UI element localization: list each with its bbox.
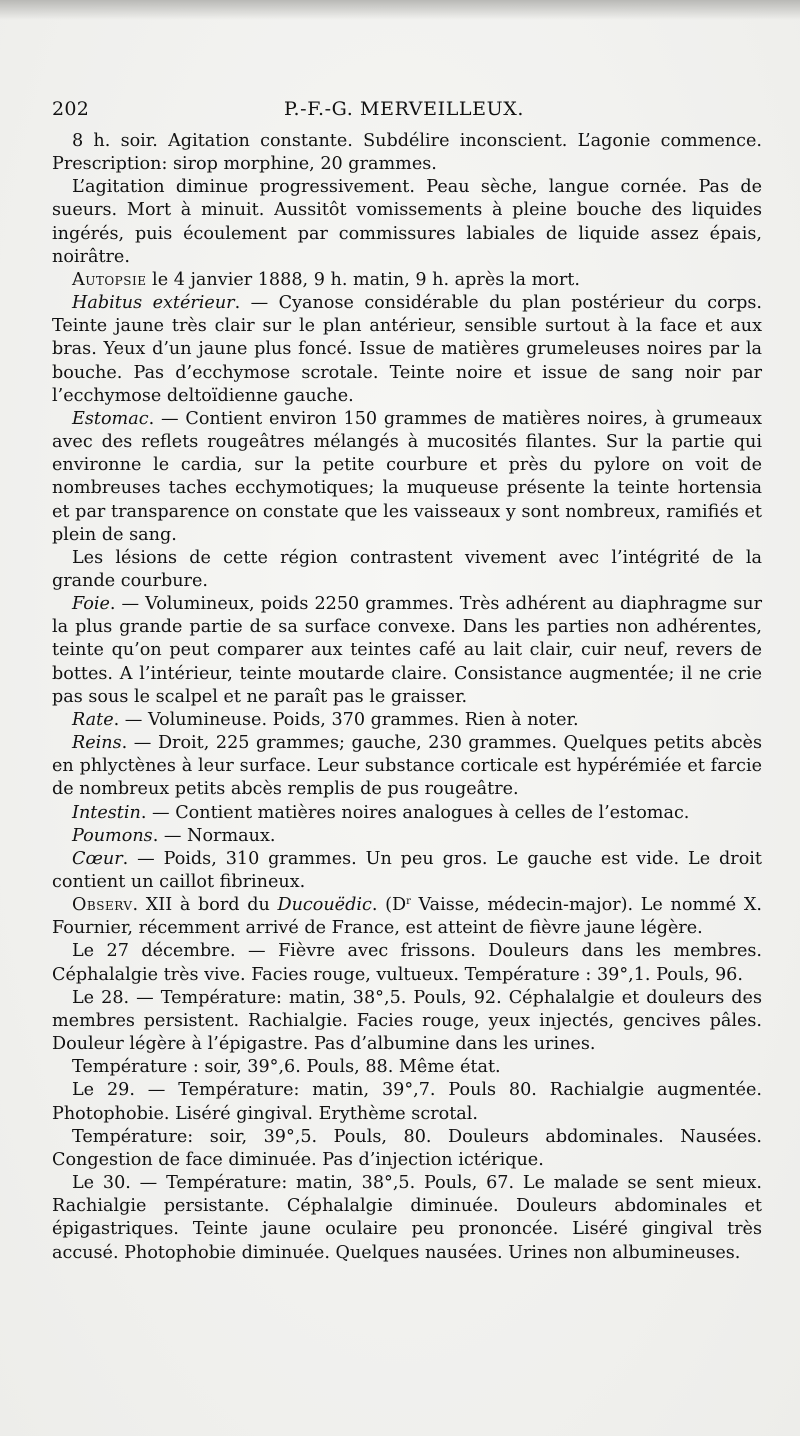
text-run: Température : soir, 39°,6. Pouls, 88. Même état.	[72, 1057, 501, 1078]
paragraph	[52, 987, 762, 1056]
text-run: . — Volumineuse. Poids, 370 grammes. Rien à noter.	[113, 709, 579, 730]
page-body	[52, 130, 762, 1265]
paragraph	[52, 940, 762, 986]
text-run: Les lésions de cette région contrastent vivement avec l’intégrité de la grande courbure.	[52, 547, 762, 591]
scan-shadow	[0, 0, 800, 20]
paragraph	[52, 825, 762, 848]
small-caps-label: Autopsie	[72, 269, 147, 290]
small-caps-label: Observ	[72, 895, 133, 916]
text-run: 8 h. soir. Agitation constante. Subdélire inconscient. L’agonie commence. Prescription: sirop morphine, 20 grammes.	[52, 131, 762, 175]
paragraph	[52, 1126, 762, 1172]
text-run: . — Normaux.	[152, 825, 276, 846]
paragraph	[52, 269, 762, 292]
section-label: Poumons	[72, 825, 153, 846]
paragraph	[52, 292, 762, 408]
section-label: Cœur	[72, 848, 123, 869]
text-run: . — Droit, 225 grammes; gauche, 230 grammes. Quelques petits abcès en phlyctènes à leur surface. Leur substance corticale est hypérémiée et farcie de nombreux petits abcès remplis de pus rougeâtre.	[52, 733, 762, 800]
paragraph	[52, 1172, 762, 1265]
running-head: P.-F.-G. MERVEILLEUX.	[284, 98, 524, 120]
paragraph	[52, 593, 762, 709]
section-label: Intestin	[72, 802, 141, 823]
paragraph	[52, 176, 762, 269]
text-run: Le 27 décembre. — Fièvre avec frissons. Douleurs dans les membres. Céphalalgie très vive. Facies rouge, vultueux. Température : 39°,1. Pouls, 96.	[52, 941, 762, 985]
section-label: Habitus extérieur	[72, 293, 235, 314]
text-run: . — Contient matières noires analogues à celles de l’estomac.	[140, 802, 690, 823]
text-run: . — Contient environ 150 grammes de matières noires, à grumeaux avec des reflets rougeâtres mélangés à mucosités filantes. Sur la partie qui environne le cardia, sur la petite courbure et près du pylore on voit de nombreuses taches ecchymotiques; la muqueuse présente la teinte hortensia et par transparence on constate que les vaisseaux y sont nombreux, ramifiés et plein de sang.	[52, 408, 762, 545]
section-label: Foie	[72, 594, 110, 615]
paragraph	[52, 130, 762, 176]
paragraph	[52, 848, 762, 894]
page-header	[52, 98, 752, 124]
text-run: . — Cyanose considérable du plan postérieur du corps. Teinte jaune très clair sur le plan antérieur, sensible surtout à la face et aux bras. Yeux d’un jaune plus foncé. Issue de matières grumeleuses noires par la bouche. Pas d’ecchymose scrotale. Teinte noire et issue de sang noir par l’ecchymose deltoïdienne gauche.	[52, 293, 762, 406]
text-run: Température: soir, 39°,5. Pouls, 80. Douleurs abdominales. Nausées. Congestion de face diminuée. Pas d’injection ictérique.	[52, 1126, 762, 1170]
page-number: 202	[52, 98, 90, 120]
paragraph	[52, 894, 762, 940]
text-run: . — Poids, 310 grammes. Un peu gros. Le gauche est vide. Le droit contient un caillot fibrineux.	[52, 848, 762, 892]
section-label: Ducouëdic	[277, 895, 372, 916]
text-run: L’agitation diminue progressivement. Peau sèche, langue cornée. Pas de sueurs. Mort à minuit. Aussitôt vomissements à pleine bouche des liquides ingérés, puis écoulement par commissures labiales de liquide assez épais, noirâtre.	[52, 177, 762, 267]
paragraph	[52, 547, 762, 593]
text-run: Vaisse, médecin-major). Le nommé X. Fournier, récemment arrivé de France, est atteint de fièvre jaune légère.	[52, 895, 762, 939]
text-run: le 4 janvier 1888, 9 h. matin, 9 h. après la mort.	[146, 269, 580, 290]
paragraph	[52, 1056, 762, 1079]
paragraph	[52, 408, 762, 547]
paragraph	[52, 802, 762, 825]
text-run: Le 30. — Température: matin, 38°,5. Pouls, 67. Le malade se sent mieux. Rachialgie persistante. Céphalalgie diminuée. Douleurs abdominales et épigastriques. Teinte jaune oculaire peu prononcée. Liséré gingival très accusé. Photophobie diminuée. Quelques nausées. Urines non albumineuses.	[52, 1173, 762, 1263]
text-run: Le 29. — Température: matin, 39°,7. Pouls 80. Rachialgie augmentée. Photophobie. Liséré gingival. Erythème scrotal.	[52, 1080, 762, 1124]
text-run: . (D	[371, 895, 407, 916]
section-label: Rate	[72, 709, 114, 730]
superscript: r	[406, 896, 411, 908]
section-label: Reins	[72, 733, 122, 754]
paragraph	[52, 732, 762, 801]
paragraph	[52, 709, 762, 732]
section-label: Estomac	[72, 408, 149, 429]
text-run: . XII à bord du	[132, 895, 278, 916]
text-run: Le 28. — Température: matin, 38°,5. Pouls, 92. Céphalalgie et douleurs des membres persistent. Rachialgie. Facies rouge, yeux injectés, gencives pâles. Douleur légère à l’épigastre. Pas d’albumine dans les urines.	[52, 987, 762, 1055]
text-run: . — Volumineux, poids 2250 grammes. Très adhérent au diaphragme sur la plus grande partie de sa surface convexe. Dans les parties non adhérentes, teinte qu’on peut comparer aux teintes café au lait clair, cuir neuf, revers de bottes. A l’intérieur, teinte moutarde claire. Consistance augmentée; il ne crie pas sous le scalpel et ne paraît pas le graisser.	[52, 594, 762, 707]
paragraph	[52, 1079, 762, 1125]
